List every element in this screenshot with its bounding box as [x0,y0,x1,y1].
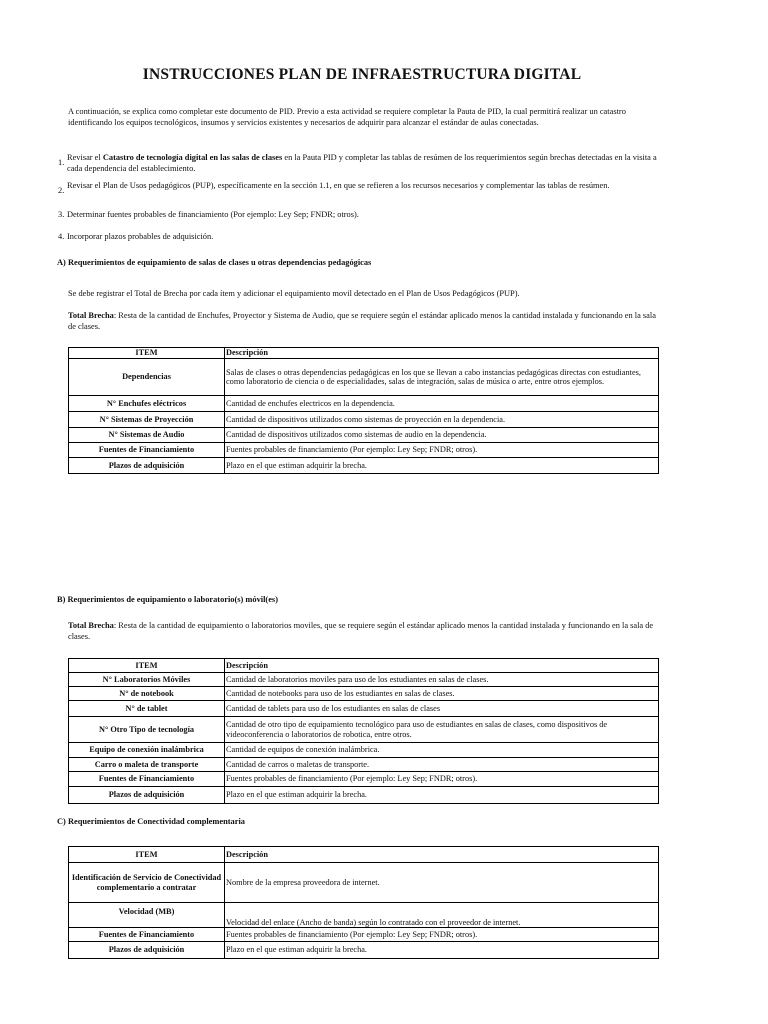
step-4 [58,232,658,243]
table-row [69,412,659,428]
section-c-table [68,846,659,959]
table-header-row [69,348,659,359]
step-3 [58,210,658,221]
step-text: Determinar fuentes probables de financiamiento (Por ejemplo: Ley Sep; FNDR; otros). [67,210,359,219]
header-item: ITEM [69,659,225,673]
header-description: Descripción [225,847,659,863]
table-row [69,396,659,412]
section-b-table [68,658,659,804]
row-description: Cantidad de tablets para uso de los estudiantes en salas de clases [225,701,659,717]
row-description: Nombre de la empresa proveedora de internet. [225,863,659,903]
row-description: Cantidad de otro tipo de equipamiento tecnológico para uso de estudiantes en salas de clases, como dispositivos de videoconferencia o laboratorios de robotica, entre otros. [225,717,659,743]
header-item: ITEM [69,348,225,359]
row-description: Cantidad de equipos de conexión inalámbrica. [225,743,659,758]
row-item: N° Laboratorios Móviles [69,673,225,687]
row-item: Fuentes de Financiamiento [69,772,225,787]
table-row [69,928,659,942]
row-item: Equipo de conexión inalámbrica [69,743,225,758]
table-row [69,903,659,928]
row-description: Fuentes probables de financiamiento (Por ejemplo: Ley Sep; FNDR; otros). [225,443,659,458]
table-row [69,673,659,687]
step-text: Incorporar plazos probables de adquisición. [67,232,214,241]
table-row [69,787,659,804]
row-description: Cantidad de carros o maletas de transporte. [225,758,659,772]
section-b-brecha: Total Brecha: Resta de la cantidad de equipamiento o laboratorios moviles, que se requiere según el estándar aplicado menos la cantidad instalada y funcionando en la sala de clases. [68,621,654,641]
step-number: 4. [58,232,65,241]
step-number: 3. [58,210,65,219]
section-b-heading: B) Requerimientos de equipamiento o laboratorio(s) móvil(es) [57,595,278,604]
row-item: Fuentes de Financiamiento [69,928,225,942]
row-description: Plazo en el que estiman adquirir la brecha. [225,458,659,474]
step-number: 1. [58,158,65,167]
row-description: Cantidad de dispositivos utilizados como sistemas de audio en la dependencia. [225,428,659,443]
table-row [69,772,659,787]
row-item: N° Enchufes eléctricos [69,396,225,412]
row-item: Dependencias [69,359,225,396]
row-description: Cantidad de dispositivos utilizados como sistemas de proyección en la dependencia. [225,412,659,428]
row-item: Plazos de adquisición [69,942,225,959]
section-a-heading: A) Requerimientos de equipamiento de salas de clases u otras dependencias pedagógicas [57,258,372,267]
row-item: Plazos de adquisición [69,787,225,804]
row-description: Cantidad de notebooks para uso de los estudiantes en salas de clases. [225,687,659,701]
table-header-row [69,847,659,863]
row-description: Salas de clases o otras dependencias pedagógicas en los que se llevan a cabo instancias pedagógicas directas con estudiantes, como laboratorio de ciencia o de especialidades, salas de integración, salas de música o arte, entre otros ejemplos. [225,359,659,396]
row-description: Fuentes probables de financiamiento (Por ejemplo: Ley Sep; FNDR; otros). [225,928,659,942]
section-a-note: Se debe registrar el Total de Brecha por cada ítem y adicionar el equipamiento movil detectado en el Plan de Usos Pedagógicos (PUP). [68,289,520,298]
section-a-table [68,347,659,474]
row-item: N° Sistemas de Proyección [69,412,225,428]
table-row [69,458,659,474]
table-row [69,428,659,443]
row-description: Plazo en el que estiman adquirir la brecha. [225,787,659,804]
row-description: Cantidad de enchufes electricos en la dependencia. [225,396,659,412]
row-description: Fuentes probables de financiamiento (Por ejemplo: Ley Sep; FNDR; otros). [225,772,659,787]
header-item: ITEM [69,847,225,863]
row-item: N° de tablet [69,701,225,717]
row-item: N° de notebook [69,687,225,701]
section-c-heading: C) Requerimientos de Conectividad complementaria [57,817,245,826]
row-item: Velocidad (MB) [69,903,225,928]
table-row [69,758,659,772]
table-row [69,863,659,903]
table-header-row [69,659,659,673]
intro-paragraph: A continuación, se explica como completar este documento de PID. Previo a esta actividad se requiere completar la Pauta de PID, la cual permitirá realizar un catastro identificando los equipos tecnológicos, insumos y servicios existentes y necesarios de adquirir para alcanzar el estándar de aulas conectadas. [68,107,626,127]
row-item: Fuentes de Financiamiento [69,443,225,458]
table-row [69,701,659,717]
row-description: Velocidad del enlace (Ancho de banda) según lo contratado con el proveedor de internet. [225,903,659,928]
page-title: INSTRUCCIONES PLAN DE INFRAESTRUCTURA DIGITAL [142,66,582,83]
section-a-brecha: Total Brecha: Resta de la cantidad de Enchufes, Proyector y Sistema de Audio, que se requiere según el estándar aplicado menos la cantidad instalada y funcionando en la sala de clases. [68,311,656,331]
step-text: Revisar el Catastro de tecnología digital en las salas de clases en la Pauta PID y completar las tablas de resúmen de los requerimientos según brechas detectadas en la visita a cada dependencia del establecimiento. [67,153,657,173]
row-item: N° Otro Tipo de tecnología [69,717,225,743]
row-item: Identificación de Servicio de Conectividad complementario a contratar [69,863,225,903]
row-item: N° Sistemas de Audio [69,428,225,443]
row-description: Plazo en el que estiman adquirir la brecha. [225,942,659,959]
table-row [69,942,659,959]
step-text: Revisar el Plan de Usos pedagógicos (PUP), específicamente en la sección 1.1, en que se refieren a los recursos necesarios y complementar las tablas de resúmen. [67,181,610,190]
step-1 [58,153,658,174]
table-row [69,443,659,458]
header-description: Descripción [225,659,659,673]
step-2 [58,181,658,197]
row-description: Cantidad de laboratorios moviles para uso de los estudiantes en salas de clases. [225,673,659,687]
row-item: Plazos de adquisición [69,458,225,474]
table-row [69,743,659,758]
header-description: Descripción [225,348,659,359]
table-row [69,687,659,701]
table-row [69,717,659,743]
row-item: Carro o maleta de transporte [69,758,225,772]
table-row [69,359,659,396]
step-number: 2. [58,186,65,195]
